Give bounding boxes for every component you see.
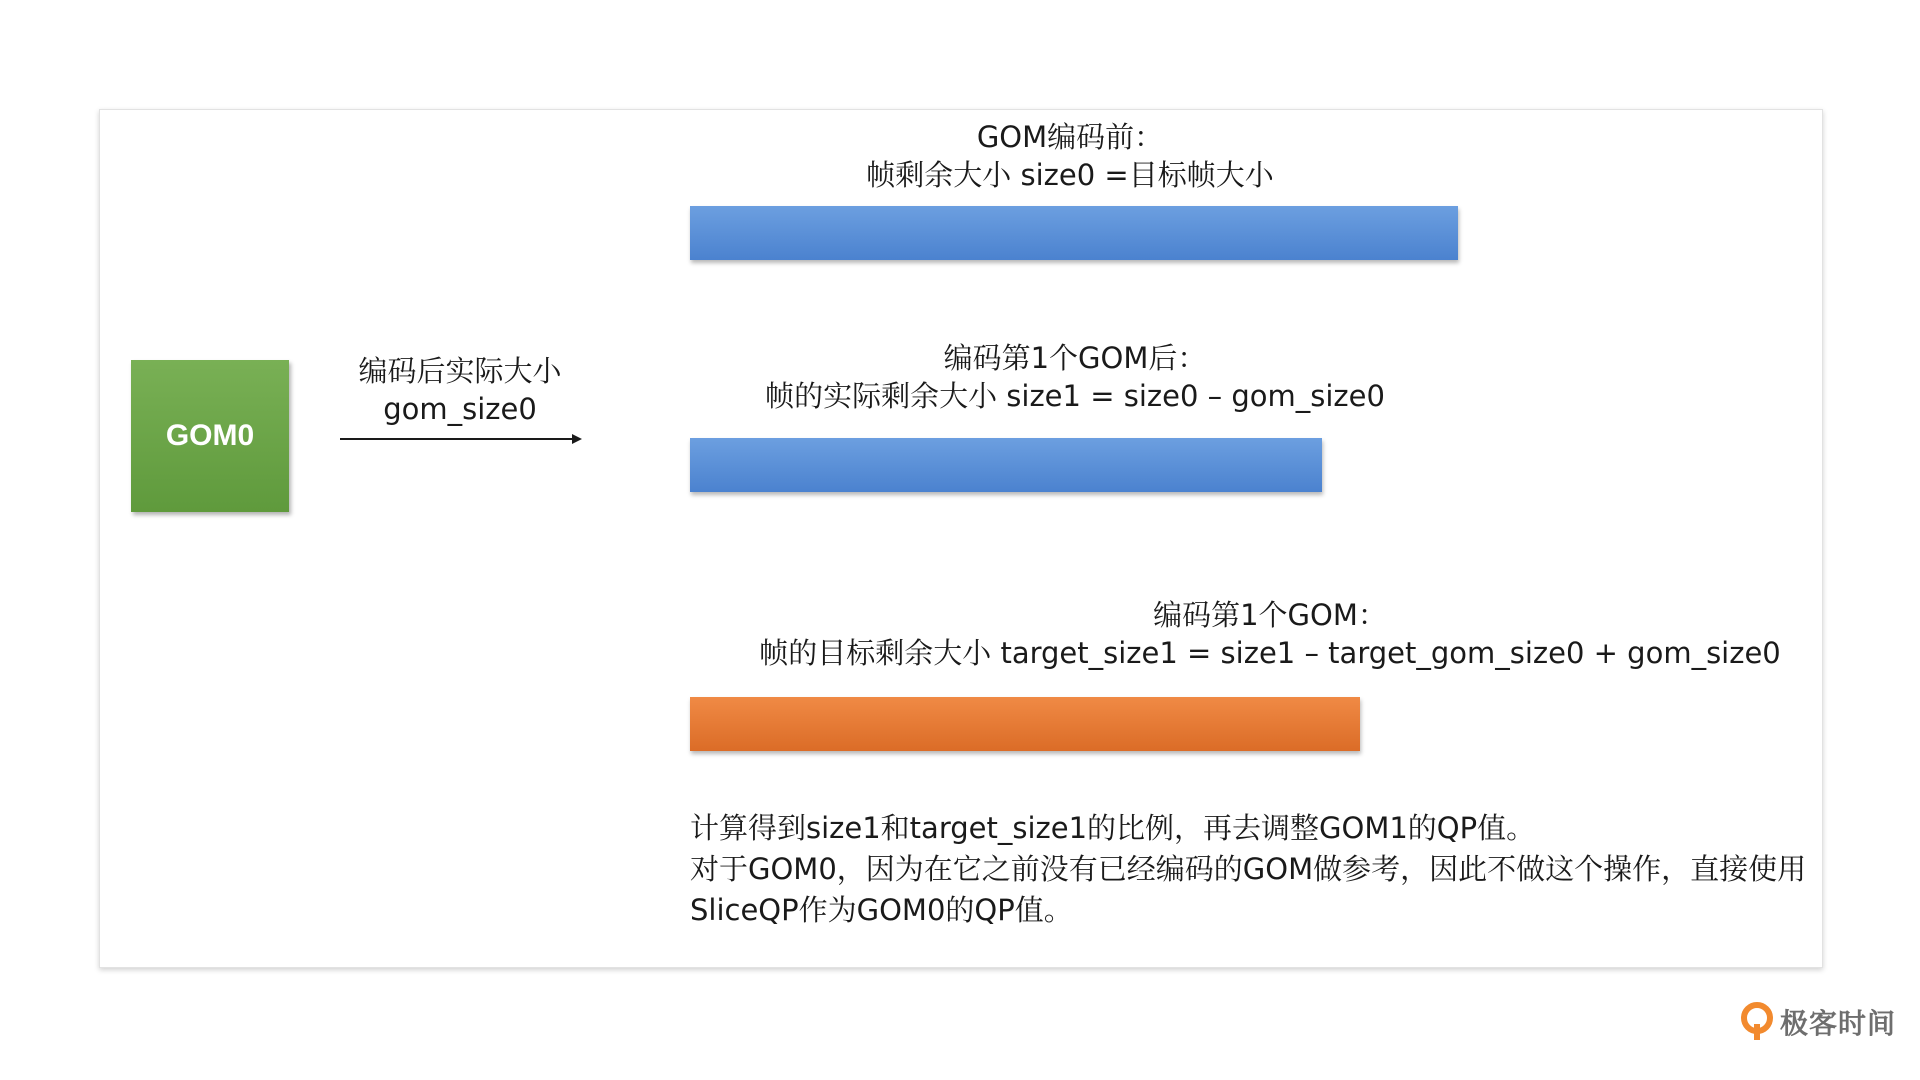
stage3-formula: 帧的目标剩余大小 target_size1 = size1 – target_gom_size0 + gom_size0 bbox=[759, 636, 1781, 670]
stage1-caption bbox=[680, 118, 1460, 194]
stage2-formula: 帧的实际剩余大小 size1 = size0 – gom_size0 bbox=[765, 379, 1385, 413]
frame-remaining-size0-bar bbox=[690, 206, 1458, 260]
stage2-title: 编码第1个GOM后： bbox=[943, 341, 1207, 375]
right-arrow-icon bbox=[340, 432, 584, 446]
stage3-title: 编码第1个GOM： bbox=[1153, 598, 1387, 632]
stage3-caption bbox=[680, 596, 1860, 672]
conclusion-line1: 计算得到size1和target_size1的比例，再去调整GOM1的QP值。 bbox=[690, 811, 1536, 845]
geektime-logo-icon bbox=[1740, 1002, 1774, 1042]
geektime-logo bbox=[1740, 1002, 1896, 1042]
arrow-label-line1: 编码后实际大小 bbox=[358, 354, 562, 388]
conclusion-line2: 对于GOM0，因为在它之前没有已经编码的GOM做参考，因此不做这个操作，直接使用SliceQP作为GOM0的QP值。 bbox=[690, 852, 1807, 927]
stage1-formula: 帧剩余大小 size0 =目标帧大小 bbox=[866, 158, 1274, 192]
stage1-title: GOM编码前： bbox=[976, 120, 1164, 154]
geektime-logo-text: 极客时间 bbox=[1780, 1007, 1897, 1040]
conclusion-text bbox=[690, 808, 1810, 931]
gom0-block bbox=[131, 360, 289, 512]
frame-remaining-size1-bar bbox=[690, 438, 1322, 492]
target-remaining-size1-bar bbox=[690, 697, 1360, 751]
arrow-label-line2: gom_size0 bbox=[383, 392, 537, 426]
arrow-label bbox=[330, 352, 590, 428]
stage2-caption bbox=[680, 339, 1470, 415]
gom0-label: GOM0 bbox=[165, 419, 255, 452]
